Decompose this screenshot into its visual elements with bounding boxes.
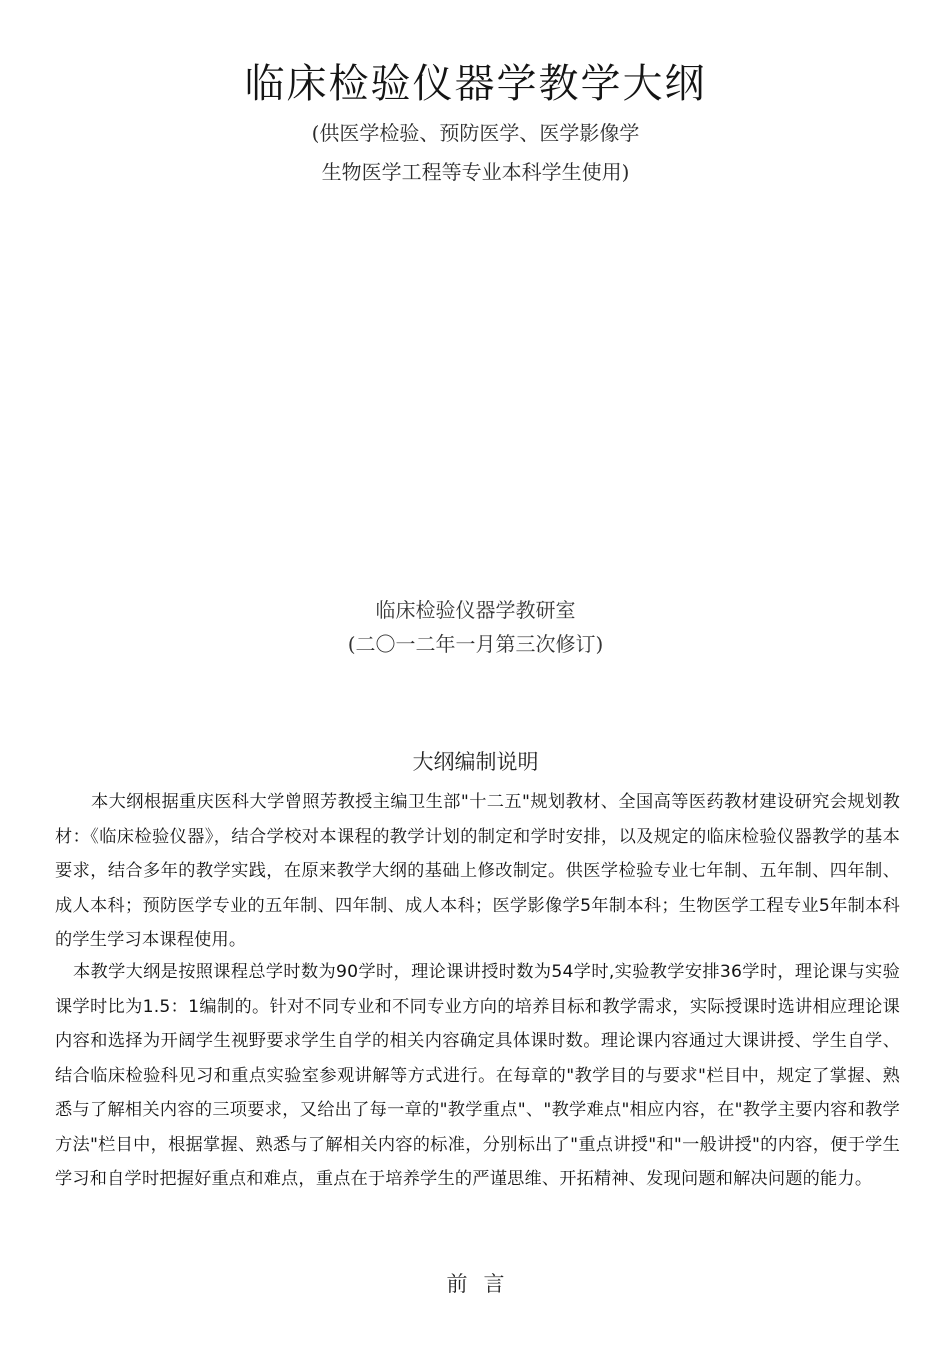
preface-heading: 前言 (446, 1272, 521, 1296)
department-name: 临床检验仪器学教研室 (375, 598, 576, 622)
subtitle-line-2: 生物医学工程等专业本科学生使用) (321, 160, 630, 184)
document-title: 临床检验仪器学教学大纲 (244, 61, 707, 107)
outline-notes-heading: 大纲编制说明 (412, 750, 539, 774)
outline-paragraph-1: 本大纲根据重庆医科大学曾照芳教授主编卫生部"十二五"规划教材、全国高等医药教材建设研究会规划教材：《临床检验仪器》，结合学校对本课程的教学计划的制定和学时安排，以及规定的临床检验仪器教学的基本要求，结合多年的教学实践，在原来教学大纲的基础上修改制定。供医学检验专业七年制、五年制、四年制、成人本科；预防医学专业的五年制、四年制、成人本科；医学影像学5年制本科；生物医学工程专业5年制本科的学生学习本课程使用。 (55, 792, 900, 950)
revision-note: (二〇一二年一月第三次修订) (347, 632, 604, 656)
outline-paragraph-2: 本教学大纲是按照课程总学时数为90学时，理论课讲授时数为54学时,实验教学安排36学时，理论课与实验课学时比为1.5：1编制的。针对不同专业和不同专业方向的培养目标和教学需求，实际授课时选讲相应理论课内容和选择为开阔学生视野要求学生自学的相关内容确定具体课时数。理论课内容通过大课讲授、学生自学、结合临床检验科见习和重点实验室参观讲解等方式进行。在每章的"教学目的与要求"栏目中，规定了掌握、熟悉与了解相关内容的三项要求，又给出了每一章的"教学重点"、"教学难点"相应内容，在"教学主要内容和教学方法"栏目中，根据掌握、熟悉与了解相关内容的标准，分别标出了"重点讲授"和"一般讲授"的内容，便于学生学习和自学时把握好重点和难点，重点在于培养学生的严谨思维、开拓精神、发现问题和解决问题的能力。 (55, 962, 900, 1189)
subtitle-line-1: (供医学检验、预防医学、医学影像学 (311, 121, 640, 145)
